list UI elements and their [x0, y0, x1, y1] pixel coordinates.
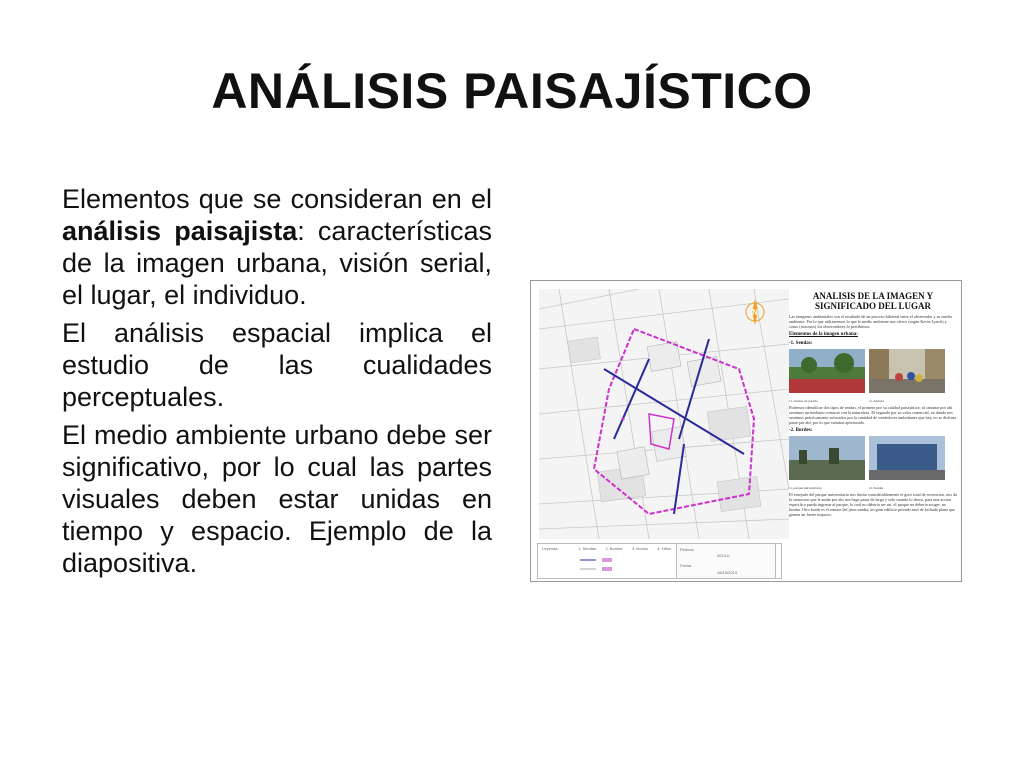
- paragraph-1: [62, 183, 492, 311]
- bordes-photo-1-wrap: [789, 436, 865, 490]
- sendas-photo-1-wrap: [789, 349, 865, 403]
- bordes-heading: -2. Bordes:: [789, 428, 813, 433]
- body-text: [62, 183, 492, 585]
- paragraph-1-bold: análisis paisajista: [62, 216, 298, 246]
- paragraph-1-start: Elementos que se consideran en el: [62, 184, 492, 214]
- legend-col-3: 3. Nodos: [631, 546, 648, 551]
- bordes-photo-1: [789, 436, 865, 480]
- slide-title: ANÁLISIS PAISAJÍSTICO: [211, 63, 813, 119]
- paragraph-1-end: : características de la imagen urbana, visión serial, el lugar, el individuo.: [62, 216, 492, 310]
- example-slide-image: [530, 280, 962, 582]
- bordes-photo-2: [869, 436, 945, 480]
- sendas-caption-2: 1r. Abanza: [869, 399, 884, 403]
- bordes-caption-1: 1r. parque universitario: [789, 486, 822, 490]
- panel-intro: Las imagenes ambientales son el resultado de un proceso bilateral entre el observador y su medio ambiente. Por lo que utilizaremos lo que le medio ambiente nos ofrece (según Kevin Lynch) y como (nosotros) los observadores lo percibimos.: [789, 314, 952, 329]
- bordes-photos: [789, 436, 957, 490]
- sendas-photo-1: [789, 349, 865, 393]
- legend-col-4: 4. Hitos: [657, 546, 671, 551]
- legend-title: Leyenda:: [542, 546, 559, 551]
- sendas-photo-2: [869, 349, 945, 393]
- info-value-1: 2014-II: [717, 553, 730, 558]
- sendas-photos: [789, 349, 957, 403]
- sendas-photo-2-wrap: [869, 349, 945, 403]
- sendas-text: Podemos identificar dos tipos de sendas, el primero por su calidad paisajística: al caminar por ahí sentimos un mediano contacto con la naturaleza. El segundo por su valor comercial, en donde nos sentimos prácticamente sofocados por la cantidad de vendedores ambulantes que hay, no se disfruta pasar por ahí, por lo que caminas apresurado.: [789, 405, 956, 425]
- legend-col-2: 2. Bordes: [605, 546, 623, 551]
- paragraph-3: El medio ambiente urbano debe ser significativo, por lo cual las partes visuales deben estar unidas en tiempo y espacio. Ejemplo de la diapositiva.: [62, 420, 492, 578]
- legend-col-1: 1. Sendas: [578, 546, 597, 551]
- info-box: [676, 543, 776, 579]
- sendas-heading: -1. Sendas:: [789, 341, 813, 346]
- bordes-text: El enrejado del parque universitario nos limita considerablemente el goce total de recreacion, nos da la sensacion que le andar por ahi nos haga pasar de largo y solo cuando lo desea, para una accion especifica pueda ingresar al parque, lo cual no deberia ser asi, el parque no deberia acoger, no limitar. Otro borde es el remate del jiron sandia, un gran edificio privado azul de fachada plana que genera un fuerte impacto.: [789, 492, 958, 517]
- bordes-caption-2: 2r. Sandia: [869, 486, 883, 490]
- north-label: N: [752, 308, 758, 317]
- info-label-2: Fecha: [680, 563, 692, 568]
- elements-heading: Elementos de la imagen urbana:: [789, 332, 858, 337]
- info-value-2: 18/10/2013: [717, 570, 738, 575]
- sendas-caption-1: 1r. alcalus de parada: [789, 399, 818, 403]
- legend-swatches: [578, 554, 668, 576]
- info-label-1: Periodo: [680, 547, 694, 552]
- analysis-panel: [789, 291, 957, 579]
- paragraph-2: El análisis espacial implica el estudio de las cualidades perceptuales.: [62, 318, 492, 412]
- bordes-photo-2-wrap: [869, 436, 945, 490]
- north-arrow-icon: [744, 299, 766, 327]
- panel-title: ANALISIS DE LA IMAGEN Y SIGNIFICADO DEL LUGAR: [812, 291, 934, 311]
